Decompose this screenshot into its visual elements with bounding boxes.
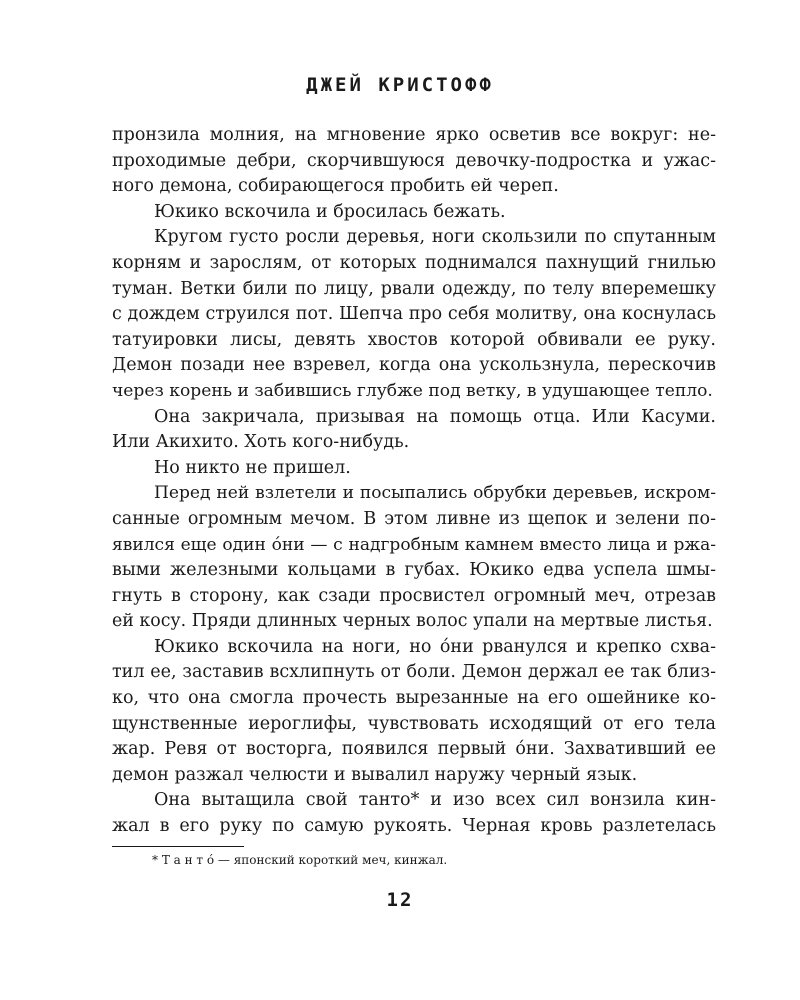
text-line: тил ее, заставив всхлипнуть от боли. Демон держал ее так близ- bbox=[112, 662, 716, 683]
text-line: гнуть в сторону, как сзади просвистел огромный меч, отрезав bbox=[112, 585, 716, 606]
footnote-divider bbox=[112, 846, 244, 847]
text-line: санные огромным мечом. В этом ливне из щепок и зелени по- bbox=[112, 508, 716, 529]
text-line: корням и зарослям, от которых поднимался пахнущий гнилью bbox=[112, 252, 716, 273]
running-title: ДЖЕЙ КРИСТОФФ bbox=[306, 74, 494, 96]
text-line: Она закричала, призывая на помощь отца. Или Касуми. bbox=[154, 406, 716, 427]
text-line: проходимые дебри, скорчившуюся девочку-подростка и ужас- bbox=[112, 150, 716, 171]
text-line: демон разжал челюсти и вывалил наружу черный язык. bbox=[112, 764, 638, 785]
text-line: ко, что она смогла прочесть вырезанные на его ошейнике ко- bbox=[112, 688, 716, 709]
text-line: татуировки лисы, девять хвостов которой обвивали ее руку. bbox=[112, 329, 716, 350]
text-line: Она вытащила свой танто* и изо всех сил вонзила кин- bbox=[154, 790, 716, 811]
text-line: пронзила молния, на мгновение ярко осветив все вокруг: не- bbox=[112, 125, 716, 145]
text-line: Кругом густо росли деревья, ноги скользили по спутанным bbox=[154, 227, 716, 248]
text-line: жар. Ревя от восторга, появился первый óни. Захвативший ее bbox=[112, 739, 716, 760]
text-line: через корень и забившись глубже под ветку, в удушающее тепло. bbox=[112, 380, 713, 401]
text-line: ного демона, собирающегося пробить ей череп. bbox=[112, 176, 559, 197]
text-line: жал в его руку по самую рукоять. Черная кровь разлетелась bbox=[112, 816, 716, 837]
body-text bbox=[112, 123, 716, 840]
text-line: Демон позади нее взревел, когда она ускользнула, перескочив bbox=[112, 355, 716, 376]
text-line: ей косу. Пряди длинных черных волос упали на мертвые листья. bbox=[112, 611, 713, 632]
text-line: выми железными кольцами в губах. Юкико едва успела шмы- bbox=[112, 560, 716, 581]
text-line: явился еще один óни — с надгробным камнем вместо лица и ржа- bbox=[112, 534, 716, 555]
footnote: * Т а н т ó — японский короткий меч, кинжал. bbox=[152, 853, 448, 867]
text-line: Но никто не пришел. bbox=[154, 457, 351, 478]
text-line: Перед ней взлетели и посыпались обрубки деревьев, искром- bbox=[154, 483, 716, 504]
text-line: туман. Ветки били по лицу, рвали одежду, по телу вперемешку bbox=[112, 278, 716, 299]
text-line: с дождем струился пот. Шепча про себя молитву, она коснулась bbox=[112, 304, 716, 325]
text-line: Или Акихито. Хоть кого-нибудь. bbox=[112, 432, 410, 453]
text-line: Юкико вскочила на ноги, но óни рванулся и крепко схва- bbox=[154, 636, 716, 657]
text-line: щунственные иероглифы, чувствовать исходящий от его тела bbox=[112, 713, 716, 734]
text-line: Юкико вскочила и бросилась бежать. bbox=[154, 201, 506, 222]
page-number: 12 bbox=[386, 889, 414, 911]
